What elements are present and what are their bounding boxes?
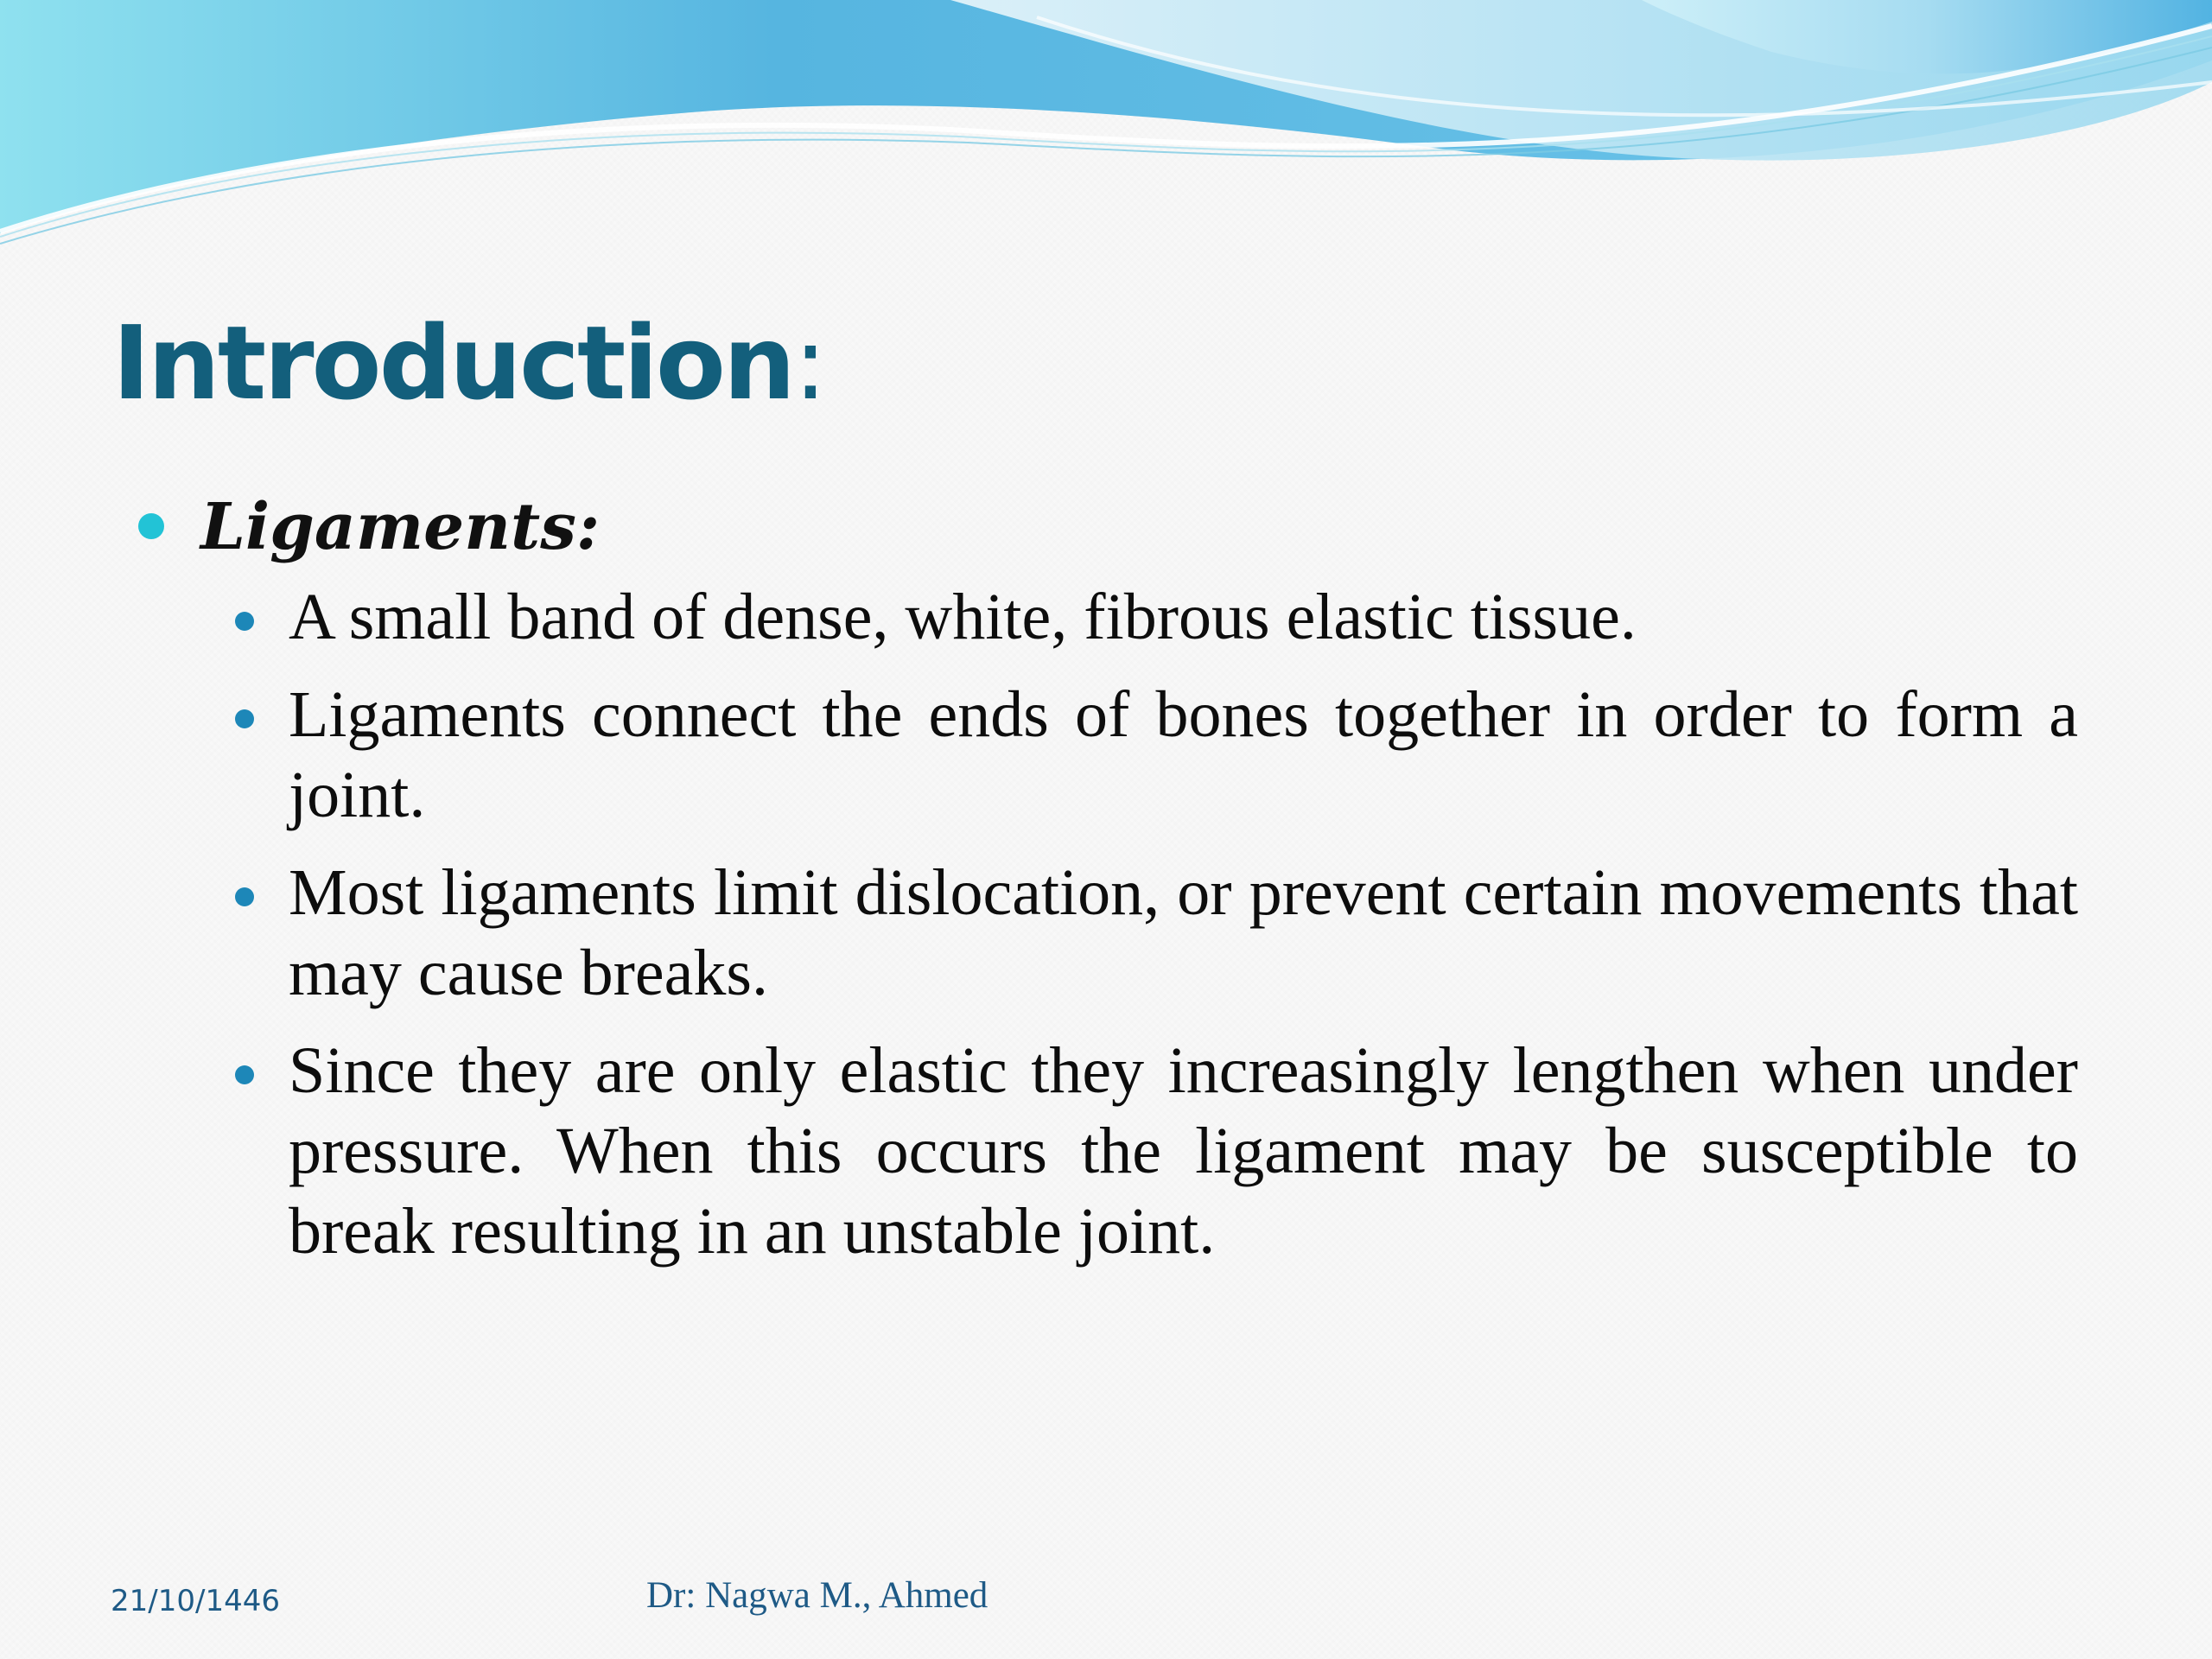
sub-bullet-item: [233, 853, 2078, 1014]
sub-bullet-dot-icon: [235, 612, 254, 631]
sub-bullet-dot-icon: [235, 709, 254, 728]
slide-title-colon: :: [792, 303, 828, 423]
footer-date: 21/10/1446: [111, 1584, 280, 1618]
sub-bullet-text: Most ligaments limit dislocation, or prevent certain movements that may cause breaks.: [289, 856, 2078, 1009]
slide-title: [112, 302, 828, 423]
bullet-heading-label: Ligaments:: [200, 490, 601, 564]
sub-bullet-item: [233, 577, 2078, 658]
sub-bullet-dot-icon: [235, 887, 254, 906]
footer-author: Dr: Nagwa M., Ahmed: [646, 1575, 988, 1616]
sub-bullet-item: [233, 1031, 2078, 1272]
sub-bullet-text: Since they are only elastic they increasingly lengthen when under pressure. When this occurs the ligament may be susceptible to break resulting in an unstable joint.: [289, 1034, 2078, 1268]
sub-bullet-text: Ligaments connect the ends of bones together in order to form a joint.: [289, 678, 2078, 831]
slide-title-text: Introduction: [112, 303, 793, 423]
sub-bullet-list: [233, 577, 2078, 1289]
header-wave-banner: [0, 0, 2212, 259]
sub-bullet-text: A small band of dense, white, fibrous elastic tissue.: [289, 581, 1637, 653]
bullet-dot-icon: [138, 513, 164, 539]
sub-bullet-item: [233, 675, 2078, 836]
sub-bullet-dot-icon: [235, 1065, 254, 1084]
